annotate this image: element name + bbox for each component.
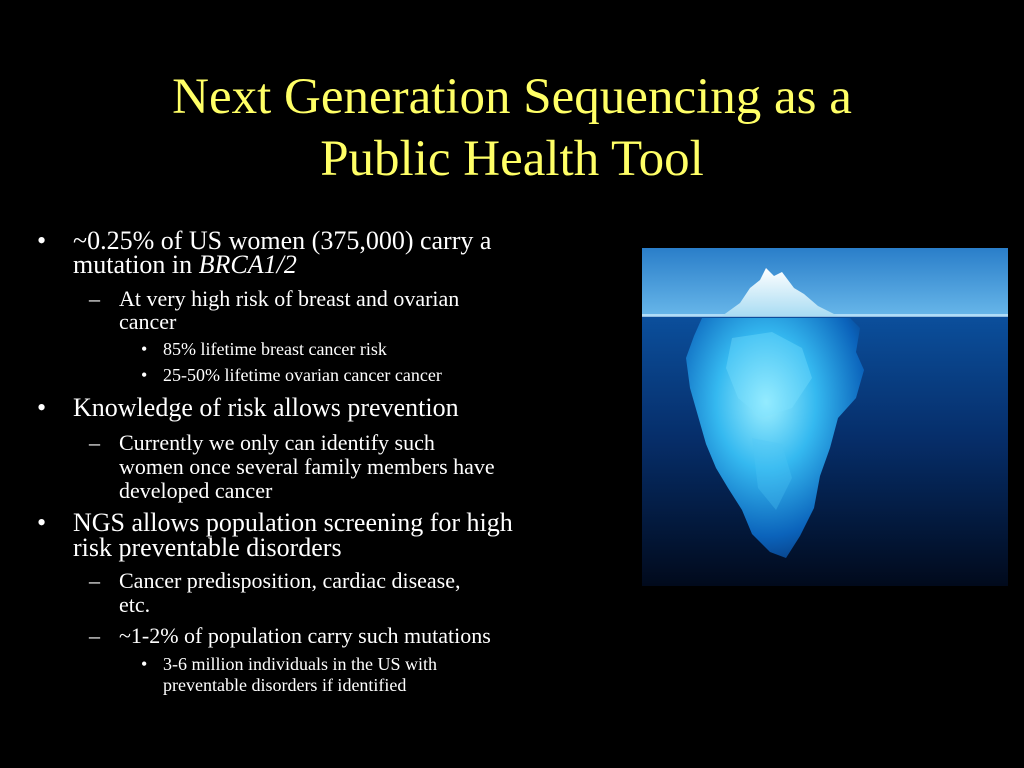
- bullet-2-sub-1-line-2: women once several family members have: [119, 454, 495, 479]
- iceberg-illustration: [642, 248, 1008, 586]
- bullet-marker: •: [37, 393, 47, 422]
- bullet-1-sub-1-b: 25-50% lifetime ovarian cancer cancer: [163, 365, 442, 385]
- bullet-3-sub-1-line-2: etc.: [119, 592, 151, 617]
- sub-sub-bullet-marker: •: [141, 654, 148, 674]
- bullet-1-line-1: ~0.25% of US women (375,000) carry a: [73, 226, 492, 255]
- sub-bullet-marker: –: [89, 568, 100, 593]
- bullet-3-sub-2-a-line-1: 3-6 million individuals in the US with: [163, 654, 437, 674]
- sub-bullet-marker: –: [89, 286, 100, 311]
- slide-title-line-1: Next Generation Sequencing as a: [172, 69, 852, 125]
- bullet-3-sub-1-line-1: Cancer predisposition, cardiac disease,: [119, 568, 461, 593]
- bullet-1-prefix: mutation in: [73, 250, 199, 279]
- iceberg-image: [642, 248, 1008, 586]
- sub-sub-bullet-marker: •: [141, 339, 148, 359]
- sub-sub-bullet-marker: •: [141, 365, 148, 385]
- slide-title-line-2: Public Health Tool: [320, 131, 704, 187]
- sub-bullet-marker: –: [89, 430, 100, 455]
- bullet-marker: •: [37, 226, 47, 255]
- bullet-1-sub-1-a: 85% lifetime breast cancer risk: [163, 339, 387, 359]
- bullet-1-sub-1-line-1: At very high risk of breast and ovarian: [119, 286, 460, 311]
- bullet-marker: •: [37, 508, 47, 537]
- bullet-3-sub-2-a-line-2: preventable disorders if identified: [163, 675, 407, 695]
- bullet-1-line-2: [73, 250, 297, 279]
- bullet-3-sub-2: ~1-2% of population carry such mutations: [119, 623, 491, 648]
- gene-name: BRCA1/2: [198, 250, 297, 279]
- bullet-2-sub-1-line-1: Currently we only can identify such: [119, 430, 435, 455]
- bullet-3-line-1: NGS allows population screening for high: [73, 508, 513, 537]
- bullet-3-line-2: risk preventable disorders: [73, 533, 342, 562]
- sub-bullet-marker: –: [89, 623, 100, 648]
- bullet-1-sub-1-line-2: cancer: [119, 309, 177, 334]
- bullet-2-sub-1-line-3: developed cancer: [119, 478, 273, 503]
- bullet-2: Knowledge of risk allows prevention: [73, 393, 459, 422]
